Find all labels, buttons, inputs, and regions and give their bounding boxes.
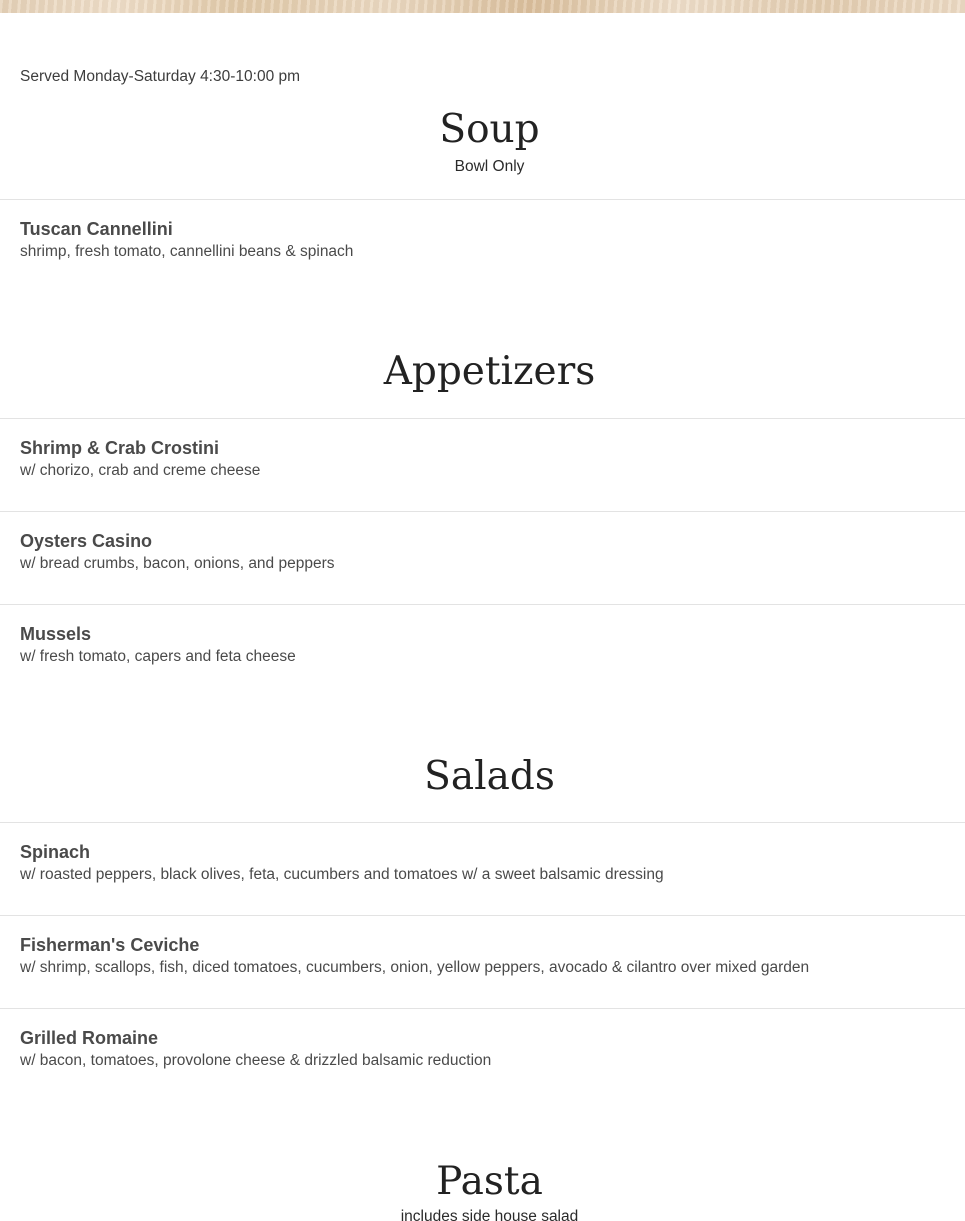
menu-item-name: Mussels (20, 624, 92, 644)
menu-item-name: Tuscan Cannellini (20, 219, 173, 239)
divider (0, 915, 965, 916)
section-title-pasta: Pasta (436, 1159, 543, 1204)
menu-item-name: Grilled Romaine (20, 1028, 159, 1048)
menu-item-name: Fisherman's Ceviche (20, 935, 200, 955)
menu-item-description: w/ chorizo, crab and creme cheese (20, 462, 261, 479)
menu-item-name: Oysters Casino (20, 531, 153, 551)
menu-item-description: w/ bread crumbs, bacon, onions, and peppers (20, 555, 335, 572)
menu-item-description: w/ bacon, tomatoes, provolone cheese & drizzled balsamic reduction (20, 1052, 492, 1069)
header-wood-banner (0, 0, 965, 13)
section-title-soup: Soup (439, 107, 540, 152)
menu-item-name: Shrimp & Crab Crostini (20, 438, 220, 458)
menu-item-description: w/ fresh tomato, capers and feta cheese (20, 648, 296, 665)
menu-item-description: w/ roasted peppers, black olives, feta, cucumbers and tomatoes w/ a sweet balsamic dressing (20, 866, 664, 883)
divider (0, 822, 965, 823)
menu-item-name: Spinach (20, 842, 91, 862)
service-hours: Served Monday-Saturday 4:30-10:00 pm (20, 68, 301, 85)
section-title-salads: Salads (424, 754, 555, 799)
divider (0, 511, 965, 512)
menu-item-description: shrimp, fresh tomato, cannellini beans & spinach (20, 243, 354, 260)
divider (0, 418, 965, 419)
section-subtitle-soup: Bowl Only (454, 158, 525, 175)
divider (0, 604, 965, 605)
section-title-appetizers: Appetizers (383, 349, 596, 394)
section-subtitle-pasta: includes side house salad (400, 1208, 579, 1221)
divider (0, 199, 965, 200)
menu-item-description: w/ shrimp, scallops, fish, diced tomatoes, cucumbers, onion, yellow peppers, avocado & cilantro over mixed garden (20, 959, 810, 976)
divider (0, 1008, 965, 1009)
